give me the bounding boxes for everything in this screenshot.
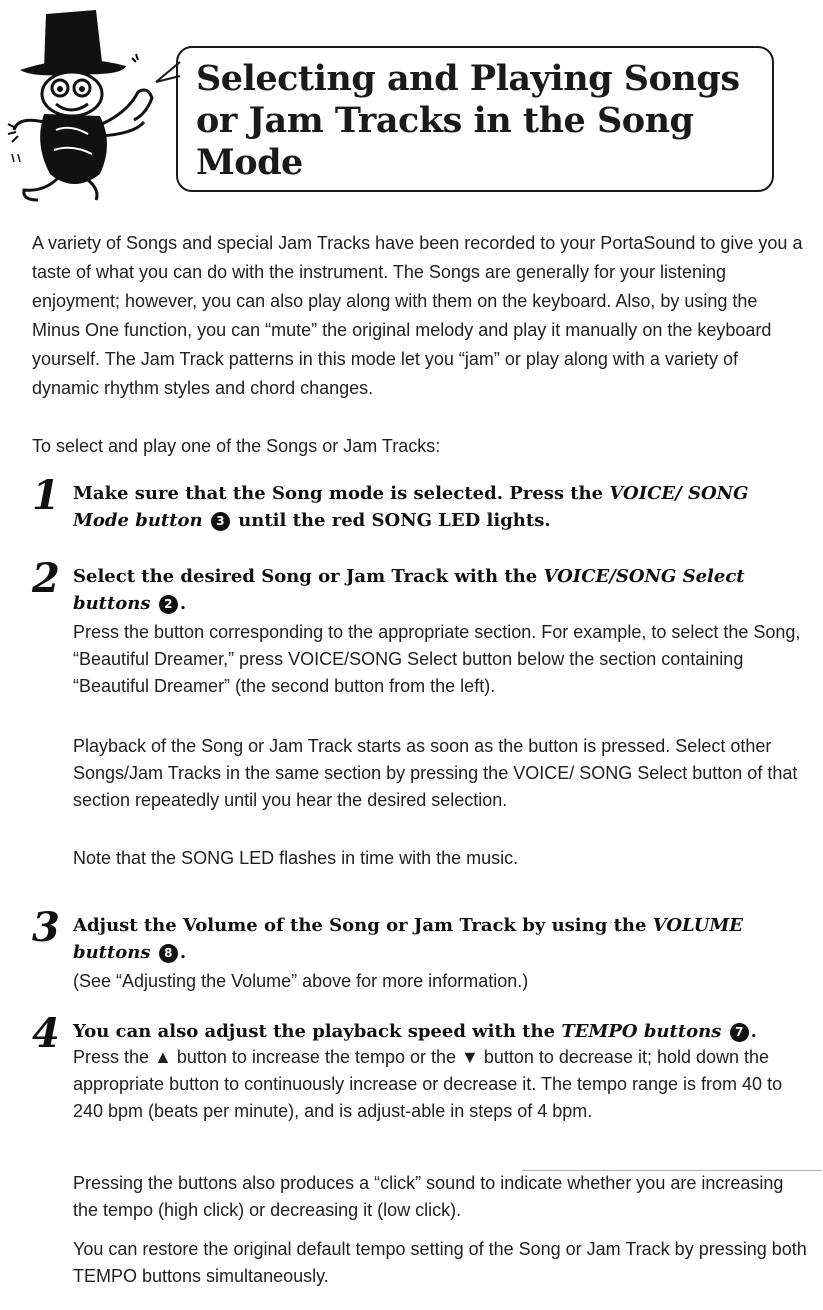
step-paragraph: Pressing the buttons also produces a “click” sound to indicate whether you are increasing the tempo (high click) or decreasing it (low click). bbox=[73, 1173, 784, 1220]
step-paragraph: Press the button corresponding to the appropriate section. For example, to select the Song, “Beautiful Dreamer,” press VOICE/SONG Select button below the section containing “Beautiful Dreamer” (the second button from the left). bbox=[73, 622, 801, 696]
callout-badge: 2 bbox=[159, 595, 178, 614]
step-heading: Adjust the Volume of the Song or Jam Track by using the VOLUME buttons 8 . bbox=[73, 915, 744, 963]
callout-badge: 7 bbox=[730, 1023, 749, 1042]
callout-badge: 3 bbox=[211, 512, 230, 531]
step-heading: Select the desired Song or Jam Track with the VOICE/SONG Select buttons 2 . bbox=[73, 566, 745, 614]
step-paragraph: You can restore the original default tempo setting of the Song or Jam Track by pressing both TEMPO buttons simultaneously. bbox=[73, 1239, 807, 1286]
step-paragraph: (See “Adjusting the Volume” above for more information.) bbox=[73, 971, 529, 991]
step-heading: You can also adjust the playback speed with the TEMPO buttons 7 . bbox=[73, 1021, 757, 1042]
step-paragraph: Press the ▲ button to increase the tempo or the ▼ button to decrease it; hold down the appropriate button to continuously increase or decrease it. The tempo range is from 40 to 240 bpm (beats per minute), and is adjust-able in steps of 4 bpm. bbox=[73, 1047, 783, 1121]
step-number: 1 bbox=[32, 472, 60, 519]
title-box bbox=[176, 46, 774, 192]
step-paragraph: Playback of the Song or Jam Track starts as soon as the button is pressed. Select other Songs/Jam Tracks in the same section by pressing the VOICE/ SONG Select button of that section repeatedly until you hear the desired selection. bbox=[73, 736, 798, 810]
step-heading: Make sure that the Song mode is selected. Press the VOICE/ SONG Mode button 3 until the red SONG LED lights. bbox=[73, 483, 749, 531]
callout-badge: 8 bbox=[159, 944, 178, 963]
step-paragraph: Note that the SONG LED flashes in time with the music. bbox=[73, 848, 519, 868]
lead-paragraph: To select and play one of the Songs or Jam Tracks: bbox=[32, 436, 441, 456]
step-number: 2 bbox=[32, 555, 60, 602]
intro-paragraph: A variety of Songs and special Jam Tracks have been recorded to your PortaSound to give you a taste of what you can do with the instrument. The Songs are generally for your listening enjoyment; however, you can also play along with them on the keyboard. Also, by using the Minus One function, you can “mute” the original melody and play it manually on the keyboard yourself. The Jam Track patterns in this mode let you “jam” or play along with a variety of dynamic rhythm styles and chord changes. bbox=[32, 233, 803, 398]
step-number: 4 bbox=[32, 1010, 60, 1057]
page-title: Selecting and Playing Songs or Jam Tracks in the Song Mode bbox=[196, 58, 740, 183]
mascot-illustration bbox=[4, 4, 164, 204]
step-number: 3 bbox=[32, 904, 60, 951]
scan-artifact-line bbox=[522, 1170, 822, 1171]
